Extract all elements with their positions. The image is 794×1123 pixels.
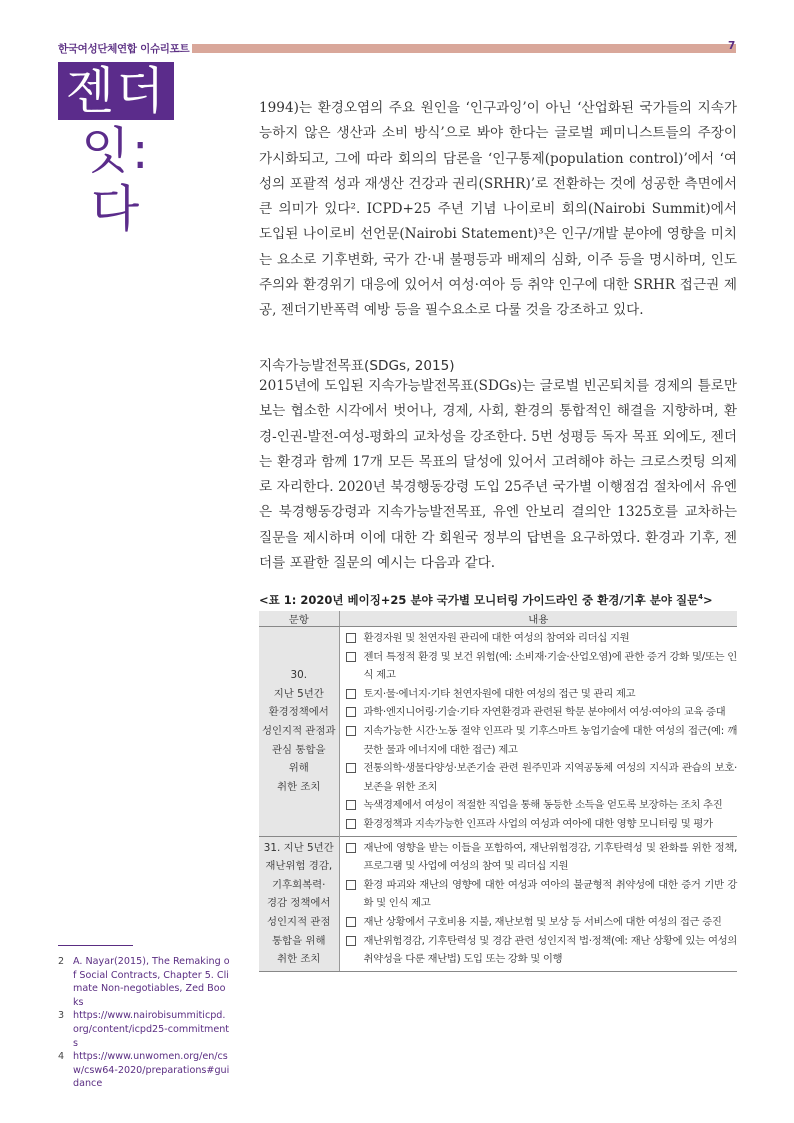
checklist-item-text: 전통의학·생물다양성·보존기술 관련 원주민과 지역공동체 여성의 지식과 관습의 보호·보존을 위한 조치 — [363, 762, 737, 793]
question-line: 관심 통합을 — [272, 743, 326, 756]
checklist-item-text: 환경 파괴와 재난의 영향에 대한 여성과 여아의 불균형적 취약성에 대한 증거 기반 강화 및 인식 제고 — [363, 878, 737, 910]
footnote — [58, 1050, 230, 1091]
table-cell-question — [259, 627, 339, 837]
checklist-item — [344, 629, 738, 648]
question-line: 성인지적 관점과 — [261, 724, 336, 737]
question-line: 재난위험 경감, — [265, 860, 333, 873]
table-row — [259, 836, 737, 971]
checklist-item-text: 환경정책과 지속가능한 인프라 사업의 여성과 여아에 대한 영향 모니터링 및 평가 — [363, 817, 713, 830]
question-line: 취한 조치 — [277, 780, 321, 793]
checklist-item-text: 과학·엔지니어링·기술·기타 자연환경과 관련된 학문 분야에서 여성·여아의 교육 증대 — [363, 706, 726, 719]
footnote-text[interactable]: https://www.nairobisummiticpd.org/content/icpd25-commitments — [73, 1010, 230, 1049]
question-line: 통합을 위해 — [272, 934, 326, 947]
checklist-item — [344, 815, 738, 834]
checklist-item — [344, 648, 738, 685]
checklist-item-text: 재난위험경감, 기후탄력성 및 경감 관련 성인지적 법·정책(예: 재난 상황에 있는 여성의 취약성을 다룬 재난법) 도입 또는 강화 및 이행 — [363, 934, 737, 966]
question-line: 31. 지난 5년간 — [263, 841, 334, 854]
checklist-item — [344, 932, 738, 969]
footnote-number: 2 — [58, 956, 65, 967]
checklist-item-text: 재난에 영향을 받는 이들을 포함하여, 재난위험경감, 기후탄력성 및 완화를 위한 정책, 프로그램 및 사업에 여성의 참여 및 리더십 지원 — [363, 841, 737, 873]
table-cell-content — [339, 627, 737, 837]
header-bar — [192, 44, 736, 53]
checklist-item-text: 지속가능한 시간·노동 절약 인프라 및 기후스마트 농업기술에 대한 여성의 접근(예: 깨끗한 물과 에너지에 대한 접근) 제고 — [363, 724, 737, 756]
checklist-item — [344, 759, 738, 796]
question-line: 기후회복력· — [272, 878, 326, 891]
checklist — [344, 839, 738, 969]
question-line: 환경정책에서 — [268, 706, 329, 719]
table-caption-footnote-ref: 4 — [698, 593, 704, 602]
table-header-question: 문항 — [259, 611, 339, 627]
logo-line-2: 잇:다 — [81, 122, 151, 238]
checklist-item-text: 환경자원 및 천연자원 관리에 대한 여성의 참여와 리더십 지원 — [363, 632, 630, 644]
question-line: 성인지적 관점 — [266, 915, 331, 928]
report-series-title: 한국여성단체연합 이슈리포트 — [58, 43, 190, 55]
body-paragraph-2 — [259, 374, 737, 576]
table-caption-text: <표 1: 2020년 베이징+25 분야 국가별 모니터링 가이드라인 중 환경/기후 분야 질문 — [259, 593, 699, 607]
logo-line-1: 젠더 — [65, 62, 167, 120]
body-paragraph-2-text: 2015년에 도입된 지속가능발전목표(SDGs)는 글로벌 빈곤퇴치를 경제의 틀로만 보는 협소한 시각에서 벗어나, 경제, 사회, 환경의 통합적인 해결을 지향하며, 환경-인권-발전-여성-평화의 교차성을 강조한다. 5번 성평등 독자 목표 외에도, 젠더는 환경과 함께 17개 모든 목표의 달성에 있어서 고려해야 하는 크로스컷팅 의제로 자리한다. 2020년 북경행동강령 도입 25주년 국가별 이행점검 절차에서 유엔은 북경행동강령과 지속가능발전목표, 유엔 안보리 결의안 1325호를 교차하는 질문을 제시하며 이에 대한 각 회원국 정부의 답변을 요구하였다. 환경과 기후, 젠더를 포괄한 질문의 예시는 다음과 같다. — [259, 378, 737, 572]
question-line: 30. — [290, 669, 308, 682]
footnote — [58, 1009, 230, 1050]
checklist-item — [344, 722, 738, 759]
section-heading-sdgs: 지속가능발전목표(SDGs, 2015) — [259, 358, 455, 374]
table-row — [259, 627, 737, 837]
checklist-item — [344, 796, 738, 815]
checklist-item — [344, 913, 738, 932]
checklist-item-text: 토지·물·에너지·기타 천연자원에 대한 여성의 접근 및 관리 제고 — [363, 687, 636, 700]
question-line: 위해 — [288, 762, 309, 775]
checklist-item-text: 젠더 특정적 환경 및 보건 위험(예: 소비재·기술·산업오염)에 관한 증거 강화 및/또는 인식 제고 — [363, 650, 737, 682]
checklist-item — [344, 685, 738, 704]
table-cell-content — [339, 836, 737, 971]
footnotes — [58, 955, 230, 1091]
question-line: 취한 조치 — [277, 953, 321, 966]
footnote-text[interactable]: https://www.unwomen.org/en/csw/csw64-2020/preparations#guidance — [73, 1051, 230, 1090]
checklist-item — [344, 839, 738, 876]
table-header-row — [259, 611, 737, 627]
table-cell-question — [259, 836, 339, 971]
checklist-item — [344, 876, 738, 913]
table-header-content: 내용 — [339, 611, 737, 627]
checklist — [344, 629, 738, 834]
footnote-text: A. Nayar(2015), The Remaking of Social Contracts, Chapter 5. Climate Non-negotiables, Zed Books — [73, 956, 230, 1008]
footnote — [58, 955, 230, 1009]
table-bottom-rule — [259, 971, 737, 972]
body-paragraph-1: 1994)는 환경오염의 주요 원인을 ‘인구과잉’이 아닌 ‘산업화된 국가들의 지속가능하지 않은 생산과 소비 방식’으로 봐야 한다는 글로벌 페미니스트들의 주장이 가시화되고, 그에 따라 회의의 담론을 ‘인구통제(population control)’에서 ‘여성의 포괄적 성과 재생산 건강과 권리(SRHR)’로 전환하는 것에 성공한 측면에서 큰 의미가 있다². ICPD+25 주년 기념 나이로비 회의(Nairobi Summit)에서 도입된 나이로비 선언문(Nairobi Statement)³은 인구/개발 분야에 영향을 미치는 요소로 기후변화, 국가 간·내 불평등과 배제의 심화, 이주 등을 명시하며, 인도주의와 환경위기 대응에 있어서 여성·여아 등 취약 인구에 대한 SRHR 접근권 제공, 젠더기반폭력 예방 등을 필수요소로 다룰 것을 강조하고 있다. — [259, 100, 737, 319]
footnote-divider — [58, 945, 133, 946]
footnote-number: 4 — [58, 1051, 65, 1063]
checklist-item-text: 녹색경제에서 여성이 적절한 직업을 통해 동등한 소득을 얻도록 보장하는 조치 추진 — [363, 799, 723, 812]
question-line: 경감 정책에서 — [266, 897, 331, 910]
question-line: 지난 5년간 — [273, 687, 324, 700]
footnote-number: 3 — [58, 1010, 65, 1022]
logo-block — [58, 62, 174, 120]
checklist-item — [344, 703, 738, 722]
page-number: 7 — [728, 40, 736, 52]
table-caption — [259, 592, 737, 608]
checklist-item-text: 재난 상황에서 구호비용 지불, 재난보험 및 보상 등 서비스에 대한 여성의 접근 증진 — [363, 915, 722, 928]
table-caption-end: > — [703, 593, 713, 607]
guideline-table — [259, 611, 737, 971]
